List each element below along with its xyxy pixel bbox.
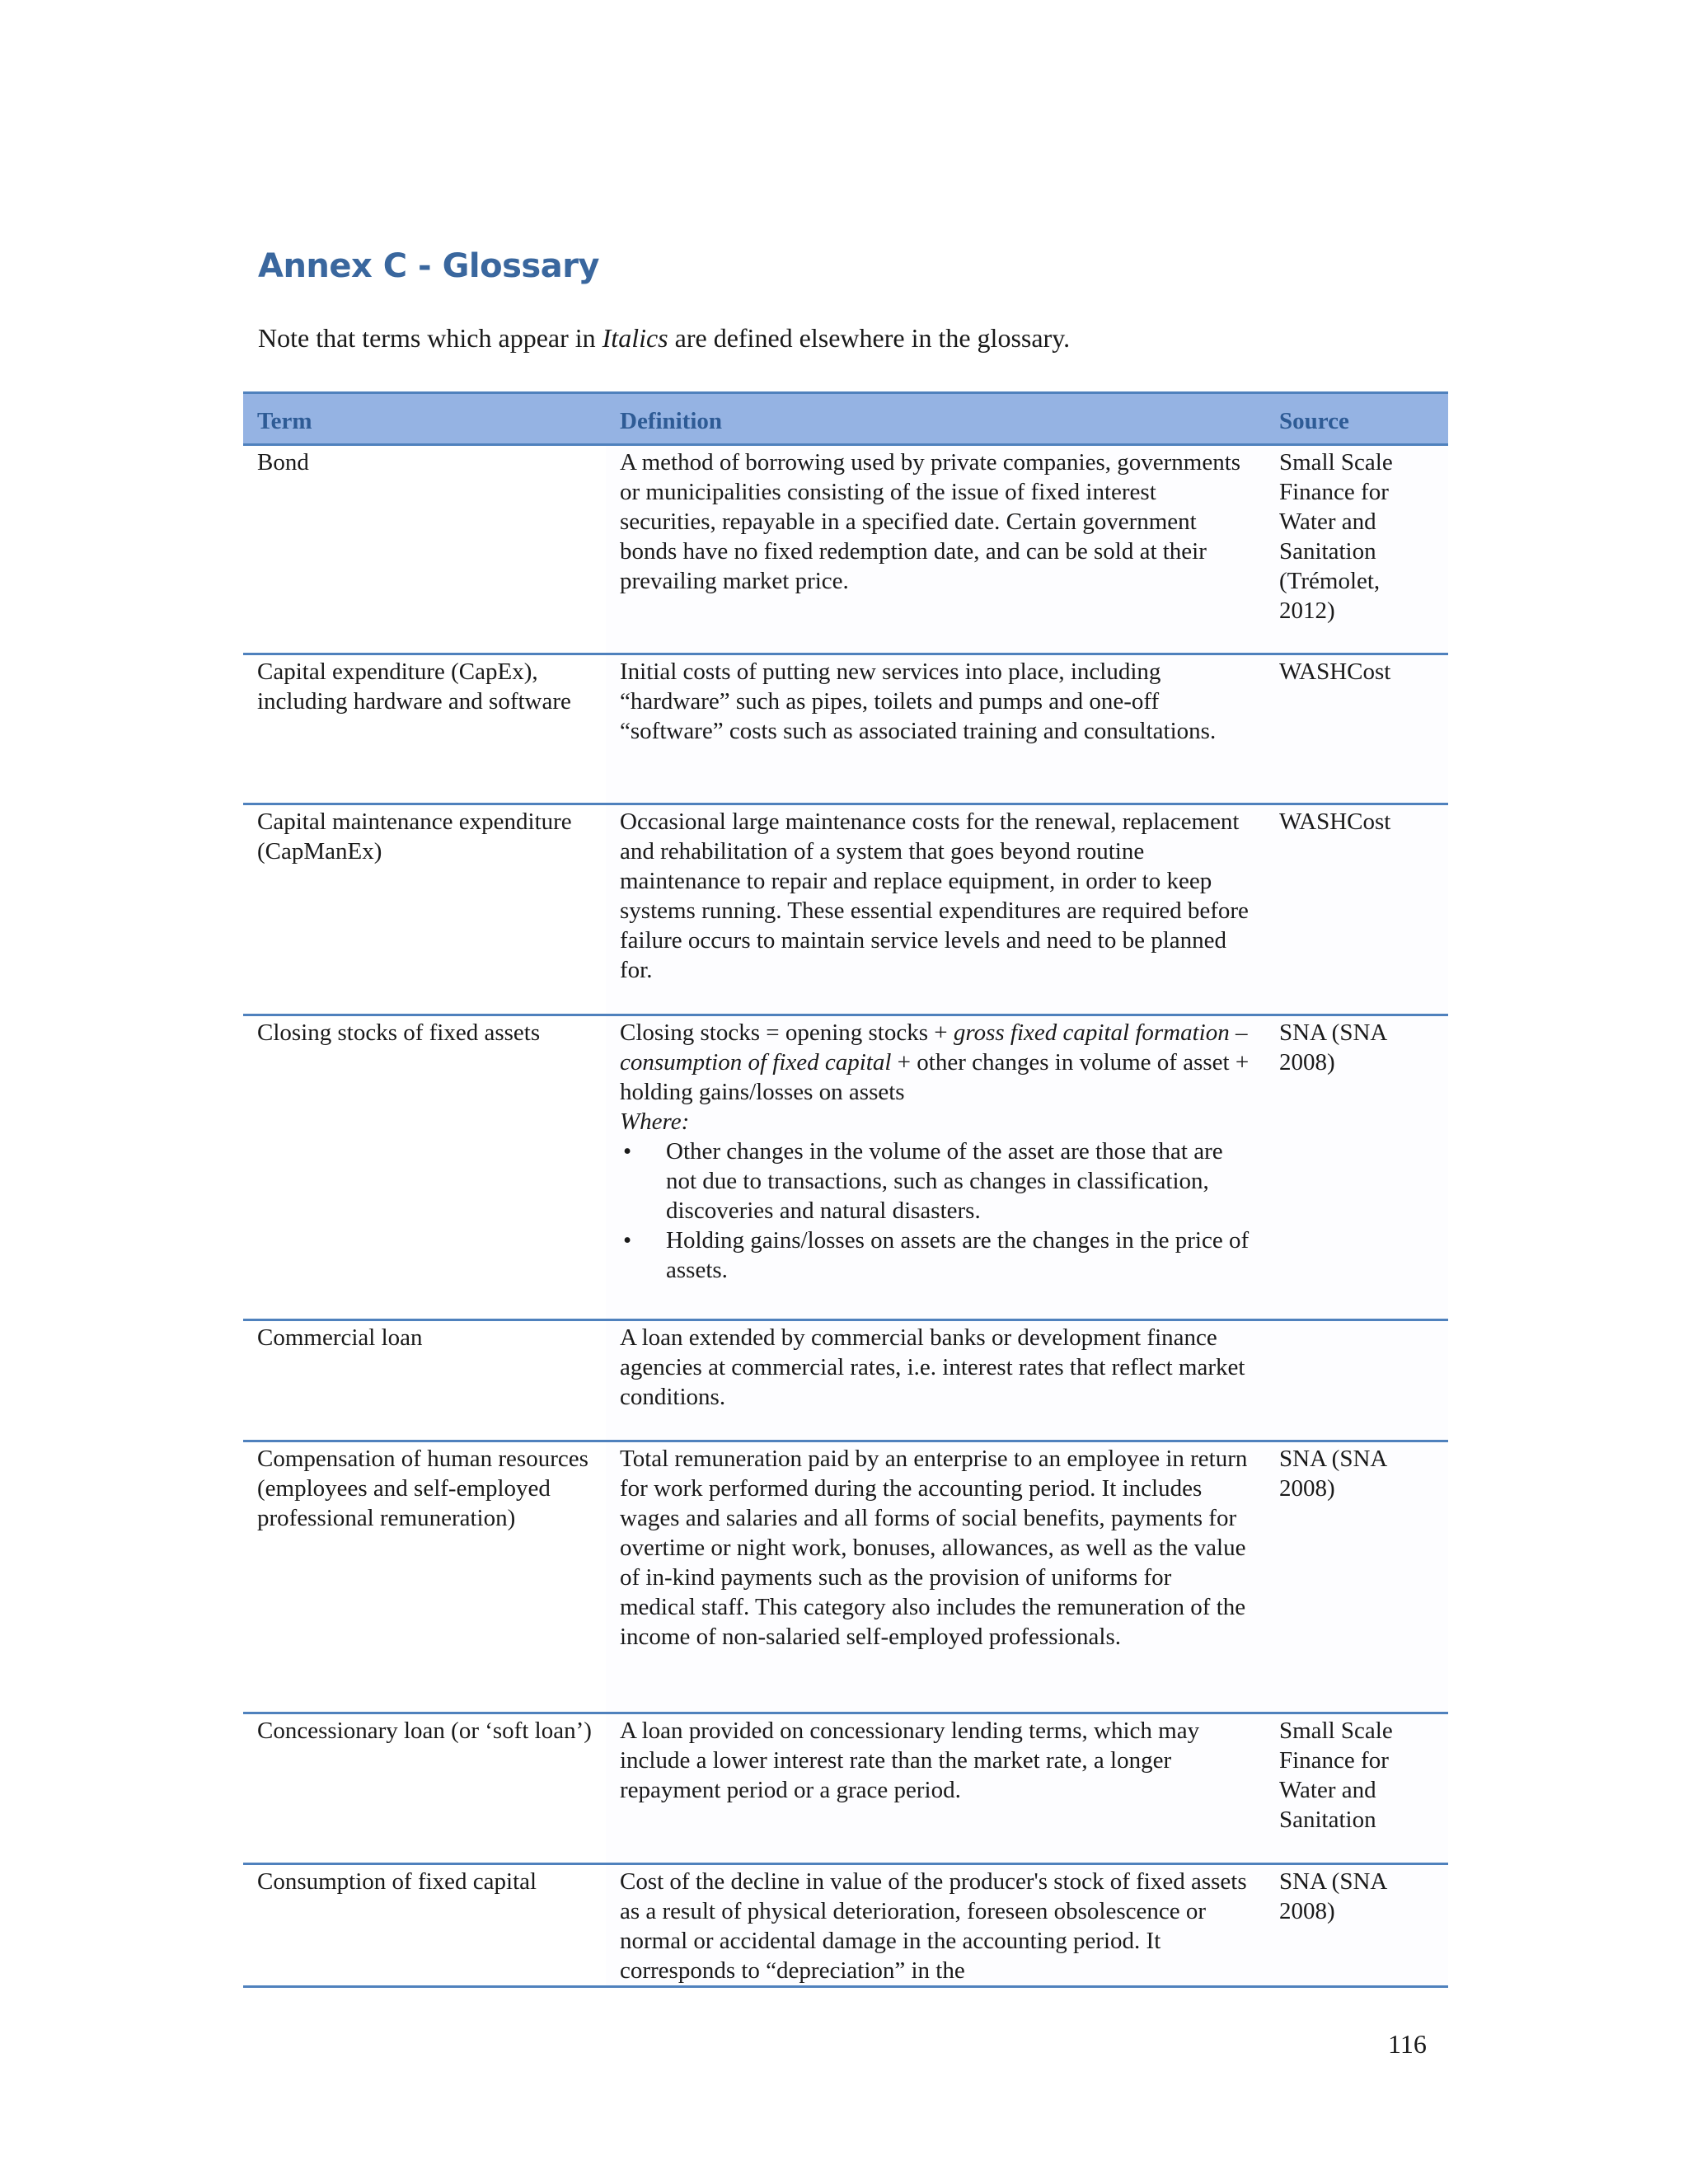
table-row [243,445,1448,654]
header-term: Term [243,393,606,445]
source-cell: SNA (SNA 2008) [1265,1441,1448,1713]
bullet-text: Holding gains/losses on assets are the changes in the price of assets. [666,1227,1250,1283]
page-heading: Annex C - Glossary [258,247,600,285]
term-cell: Capital maintenance expenditure (CapManEx) [243,804,606,1015]
definition-bullet-list [620,1137,1252,1285]
source-cell [1265,1320,1448,1441]
note-text-before: Note that terms which appear in [258,323,603,353]
bullet-icon: • [623,1227,632,1254]
bullet-icon: • [623,1138,632,1165]
definition-text: – [1229,1019,1248,1046]
table-row [243,1441,1448,1713]
definition-text: Closing stocks = opening stocks + [620,1019,954,1046]
source-cell: WASHCost [1265,654,1448,804]
list-item [620,1226,1252,1285]
note-text-after: are defined elsewhere in the glossary. [668,323,1071,353]
source-cell: Small Scale Finance for Water and Sanitation (Trémolet, 2012) [1265,445,1448,654]
table-row [243,804,1448,1015]
page-number: 116 [1388,2029,1427,2059]
definition-cell: A method of borrowing used by private companies, governments or municipalities consisting of the issue of fixed interest securities, repayable in a specified date. Certain government bonds have no fixed redemption date, and can be sold at their prevailing market price. [606,445,1265,654]
glossary-table [243,391,1448,1988]
definition-cell: Total remuneration paid by an enterprise to an employee in return for work performed during the accounting period. It includes wages and salaries and all forms of social benefits, payments for overtime or night work, bonuses, allowances, as well as the value of in-kind payments such as the provision of uniforms for medical staff. This category also includes the remuneration of the income of non-salaried self-employed professionals. [606,1441,1265,1713]
definition-cell: A loan provided on concessionary lending terms, which may include a lower interest rate than the market rate, a longer repayment period or a grace period. [606,1713,1265,1864]
definition-cell [606,1015,1265,1320]
term-cell: Closing stocks of fixed assets [243,1015,606,1320]
source-cell: WASHCost [1265,804,1448,1015]
definition-cell: Initial costs of putting new services into place, including “hardware” such as pipes, toilets and pumps and one-off “software” costs such as associated training and consultations. [606,654,1265,804]
source-cell: Small Scale Finance for Water and Sanitation [1265,1713,1448,1864]
glossary-term-link: consumption of fixed capital [620,1049,892,1076]
definition-text: + other changes in volume of asset + holding gains/losses on assets [620,1049,1250,1105]
bullet-text: Other changes in the volume of the asset are those that are not due to transactions, such as changes in classification, discoveries and natural disasters. [666,1138,1223,1224]
glossary-note [258,323,1070,354]
source-cell: SNA (SNA 2008) [1265,1015,1448,1320]
term-cell: Capital expenditure (CapEx), including hardware and software [243,654,606,804]
source-cell: SNA (SNA 2008) [1265,1864,1448,1987]
table-row [243,1320,1448,1441]
where-label: Where: [620,1108,690,1135]
table-row [243,1713,1448,1864]
definition-cell: Occasional large maintenance costs for the renewal, replacement and rehabilitation of a system that goes beyond routine maintenance to repair and replace equipment, in order to keep systems running. These essential expenditures are required before failure occurs to maintain service levels and need to be planned for. [606,804,1265,1015]
definition-cell: Cost of the decline in value of the producer's stock of fixed assets as a result of physical deterioration, foreseen obsolescence or normal or accidental damage in the accounting period. It corresponds to “depreciation” in the [606,1864,1265,1987]
header-source: Source [1265,393,1448,445]
table-header-row [243,393,1448,445]
definition-cell: A loan extended by commercial banks or development finance agencies at commercial rates, i.e. interest rates that reflect market conditions. [606,1320,1265,1441]
term-cell: Consumption of fixed capital [243,1864,606,1987]
header-definition: Definition [606,393,1265,445]
term-cell: Bond [243,445,606,654]
table-row [243,1015,1448,1320]
term-cell: Concessionary loan (or ‘soft loan’) [243,1713,606,1864]
table-row [243,654,1448,804]
note-text-italic: Italics [602,323,668,353]
term-cell: Commercial loan [243,1320,606,1441]
table-row [243,1864,1448,1987]
term-cell: Compensation of human resources (employees and self-employed professional remuneration) [243,1441,606,1713]
glossary-term-link: gross fixed capital formation [953,1019,1230,1046]
list-item [620,1137,1252,1226]
